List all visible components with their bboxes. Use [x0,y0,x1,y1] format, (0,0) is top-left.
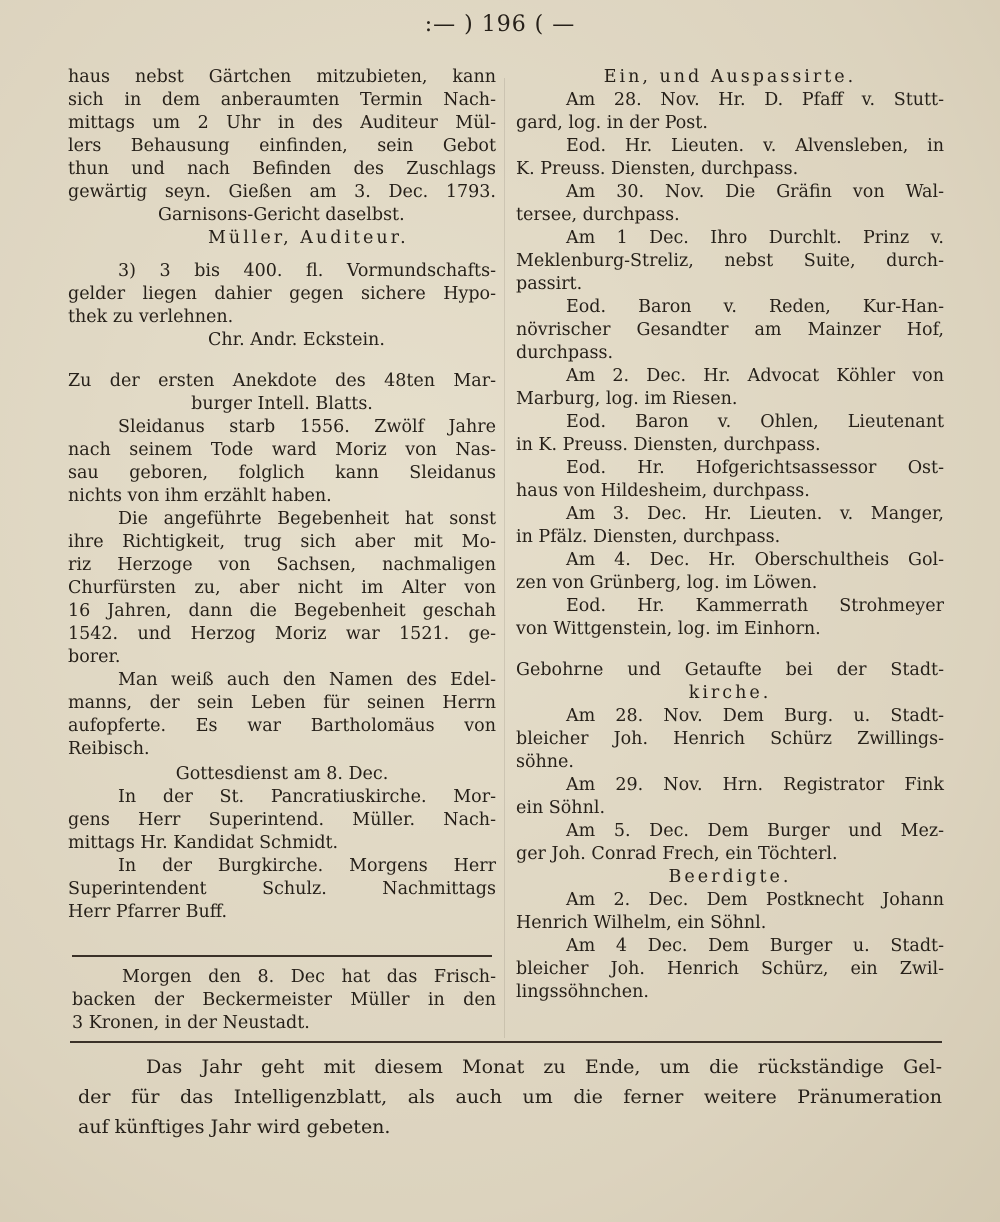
bakery-notice [72,966,496,1035]
text-line: auf künftiges Jahr wird gebeten. [78,1116,391,1138]
travel-entry [516,457,944,503]
text-line: 3 Kronen, in der Neustadt. [72,1013,310,1033]
text-line: Eod. Baron v. Ohlen, Lieutenant [566,412,944,432]
eckstein-signature: Chr. Andr. Eckstein. [208,330,385,350]
text-line: zen von Grünberg, log. im Löwen. [516,573,818,593]
footer-rule [70,1041,942,1043]
travel-entry [516,135,944,181]
court-signature: Garnisons-Gericht daselbst. [158,205,405,225]
text-line: Churfürsten zu, aber nicht im Alter von [68,578,496,598]
text-line: Am 28. Nov. Hr. D. Pfaff v. Stutt- [566,90,944,110]
sale-notice [68,66,496,250]
text-line: sich in dem anberaumten Termin Nach- [68,90,496,110]
text-line: mittags um 2 Uhr in des Auditeur Mül- [68,113,496,133]
text-line: mittags Hr. Kandidat Schmidt. [68,833,339,853]
text-line: Morgen den 8. Dec hat das Frisch- [122,967,496,987]
text-line: gewärtig seyn. Gießen am 3. Dec. 1793. [68,182,496,202]
text-line: gard, log. in der Post. [516,113,708,133]
auditor-signature: Müller, Auditeur. [208,228,409,248]
text-line: Am 4. Dec. Hr. Oberschultheis Gol- [566,550,944,570]
text-line: in K. Preuss. Diensten, durchpass. [516,435,821,455]
text-line: In der St. Pancratiuskirche. Mor- [118,787,496,807]
text-line: Am 3. Dec. Hr. Lieuten. v. Manger, [566,504,944,524]
page-number-header: :— ) 196 ( — [424,12,576,37]
anecdote-heading: burger Intell. Blatts. [191,394,373,414]
text-line: Superintendent Schulz. Nachmittags [68,879,496,899]
travel-entry [516,227,944,296]
text-line: lers Behausung einfinden, sein Gebot [68,136,496,156]
anecdote-heading: Zu der ersten Anekdote des 48ten Mar- [68,371,496,391]
text-line: Das Jahr geht mit diesem Monat zu Ende, um die rückständige Gel- [146,1056,942,1078]
text-line: Am 4 Dec. Dem Burger u. Stadt- [566,936,944,956]
text-line: Am 1 Dec. Ihro Durchlt. Prinz v. [566,228,944,248]
travel-entry [516,296,944,365]
guardianship-notice [68,260,496,352]
travel-heading: Ein, und Auspassirte. [603,67,857,87]
text-line: nach seinem Tode ward Moriz von Nas- [68,440,496,460]
burial-entry [516,935,944,1004]
text-line: Am 30. Nov. Die Gräfin von Wal- [566,182,944,202]
burial-entry [516,889,944,935]
text-line: backen der Beckermeister Müller in den [72,990,496,1010]
text-line: K. Preuss. Diensten, durchpass. [516,159,799,179]
text-line: gelder liegen dahier gegen sichere Hypo- [68,284,496,304]
text-line: bleicher Joh. Henrich Schürz Zwillings- [516,729,944,749]
text-line: tersee, durchpass. [516,205,680,225]
text-line: 1542. und Herzog Moriz war 1521. ge- [68,624,496,644]
travel-entry [516,595,944,641]
left-column [68,66,496,924]
right-column [516,66,944,1004]
text-line: növrischer Gesandter am Mainzer Hof, [516,320,944,340]
section-rule [72,955,492,957]
travel-entry [516,181,944,227]
text-line: Herr Pfarrer Buff. [68,902,228,922]
text-line: In der Burgkirche. Morgens Herr [118,856,496,876]
text-line: borer. [68,647,121,667]
text-line: 16 Jahren, dann die Begebenheit geschah [68,601,496,621]
text-line: Eod. Hr. Kammerrath Strohmeyer [566,596,944,616]
text-line: der für das Intelligenzblatt, als auch um die ferner weitere Pränumeration [78,1086,942,1108]
text-line: Am 29. Nov. Hrn. Registrator Fink [566,775,944,795]
text-line: ihre Richtigkeit, trug sich aber mit Mo- [68,532,496,552]
text-line: nichts von ihm erzählt haben. [68,486,332,506]
burials-heading: Beerdigte. [668,867,792,887]
births-heading: Gebohrne und Getaufte bei der Stadt- [516,660,944,680]
text-line: aufopferte. Es war Bartholomäus von [68,716,496,736]
text-line: sau geboren, folglich kann Sleidanus [68,463,496,483]
text-line: Meklenburg-Streliz, nebst Suite, durch- [516,251,944,271]
text-line: lingssöhnchen. [516,982,649,1002]
column-divider [504,78,505,1038]
text-line: Am 2. Dec. Dem Postknecht Johann [566,890,944,910]
text-line: 3) 3 bis 400. fl. Vormundschafts- [118,261,496,281]
text-line: riz Herzoge von Sachsen, nachmaligen [68,555,496,575]
text-line: Sleidanus starb 1556. Zwölf Jahre [118,417,496,437]
travel-entry [516,503,944,549]
birth-entry [516,774,944,820]
text-line: thek zu verlehnen. [68,307,234,327]
service-section [68,763,496,924]
text-line: bleicher Joh. Henrich Schürz, ein Zwil- [516,959,944,979]
text-line: haus von Hildesheim, durchpass. [516,481,810,501]
text-line: in Pfälz. Diensten, durchpass. [516,527,781,547]
text-line: manns, der sein Leben für seinen Herrn [68,693,496,713]
birth-entry [516,820,944,866]
text-line: thun und nach Befinden des Zuschlags [68,159,496,179]
anecdote-section [68,370,496,761]
text-line: gens Herr Superintend. Müller. Nach- [68,810,496,830]
text-line: von Wittgenstein, log. im Einhorn. [516,619,821,639]
text-line: Man weiß auch den Namen des Edel- [118,670,496,690]
text-line: Die angeführte Begebenheit hat sonst [118,509,496,529]
text-line: Marburg, log. im Riesen. [516,389,738,409]
text-line: Am 2. Dec. Hr. Advocat Köhler von [566,366,944,386]
text-line: Henrich Wilhelm, ein Söhnl. [516,913,767,933]
text-line: ger Joh. Conrad Frech, ein Töchterl. [516,844,838,864]
service-heading: Gottesdienst am 8. Dec. [175,764,389,784]
text-line: haus nebst Gärtchen mitzubieten, kann [68,67,496,87]
text-line: ein Söhnl. [516,798,606,818]
text-line: Eod. Hr. Hofgerichtsassessor Ost- [566,458,944,478]
text-line: Am 5. Dec. Dem Burger und Mez- [566,821,944,841]
text-line: Eod. Baron v. Reden, Kur-Han- [566,297,944,317]
travel-entry [516,365,944,411]
subscription-notice [78,1052,942,1142]
travel-entry [516,549,944,595]
text-line: passirt. [516,274,583,294]
text-line: durchpass. [516,343,614,363]
text-line: Reibisch. [68,739,150,759]
birth-entry [516,705,944,774]
travel-entry [516,89,944,135]
text-line: Am 28. Nov. Dem Burg. u. Stadt- [566,706,944,726]
births-heading: kirche. [688,683,772,703]
text-line: Eod. Hr. Lieuten. v. Alvensleben, in [566,136,944,156]
text-line: söhne. [516,752,574,772]
travel-entry [516,411,944,457]
